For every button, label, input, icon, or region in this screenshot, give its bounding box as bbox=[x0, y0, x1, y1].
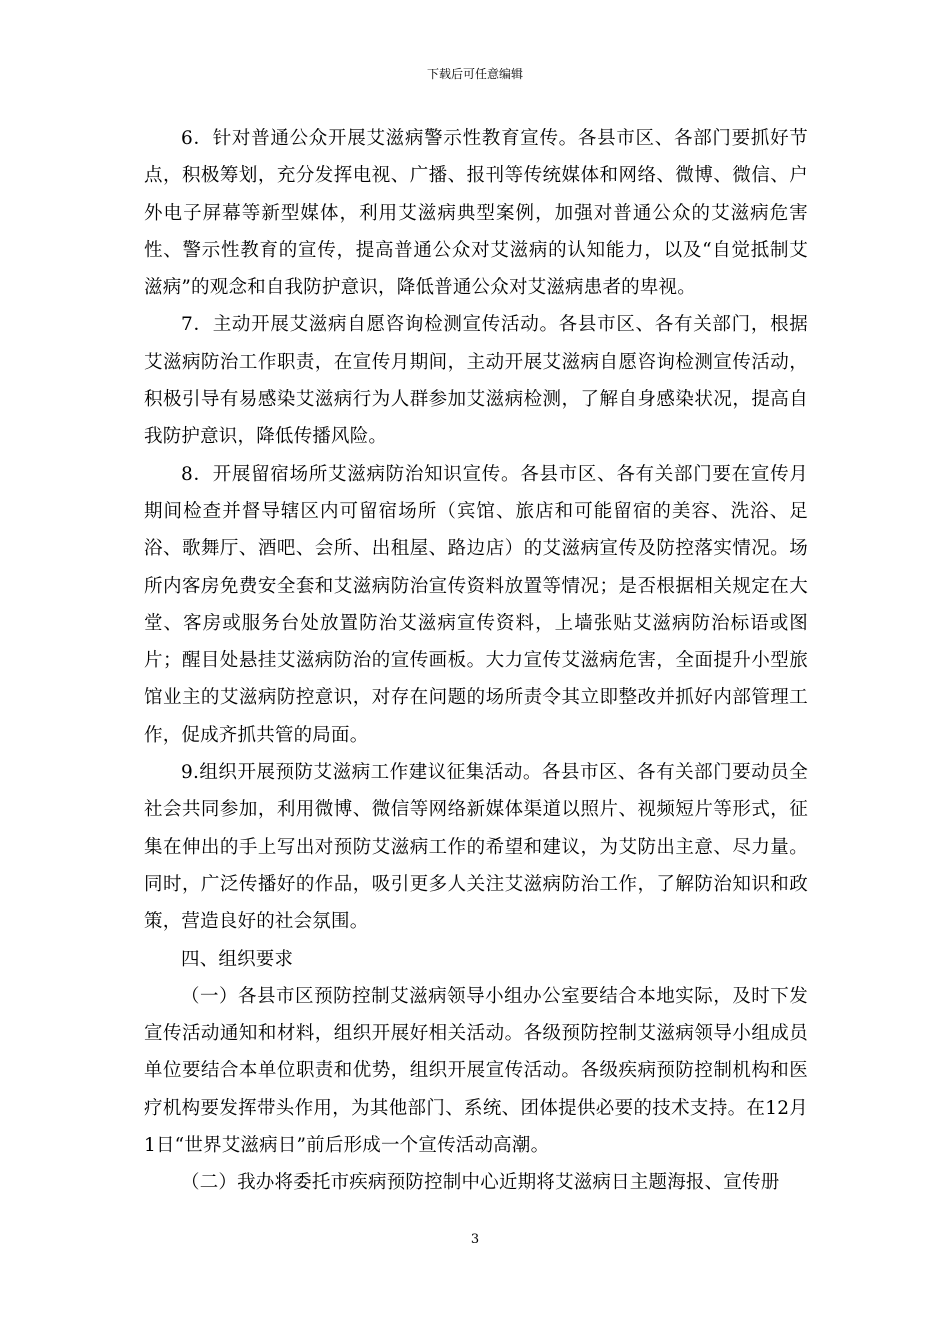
page-number: 3 bbox=[470, 1232, 480, 1247]
paragraph-requirement-2: （二）我办将委托市疾病预防控制中心近期将艾滋病日主题海报、宣传册 bbox=[181, 1172, 780, 1194]
page-header: 下载后可任意编辑 bbox=[426, 67, 523, 81]
paragraph-requirement-1: （一）各县市区预防控制艾滋病领导小组办公室要结合本地实际，及时下发宣传活动通知和材料，组织开展好相关活动。各级预防控制艾滋病领导小组成员单位要结合本单位职责和优势，组织开展宣传活动。各级疾病预防控制机构和医疗机构要发挥带头作用，为其他部门、系统、团体提供必要的技术支持。在12月1日“世界艾滋病日”前后形成一个宣传活动高潮。 bbox=[144, 985, 808, 1157]
paragraph-item-7: 7．主动开展艾滋病自愿咨询检测宣传活动。各县市区、各有关部门，根据艾滋病防治工作职责，在宣传月期间，主动开展艾滋病自愿咨询检测宣传活动，积极引导有易感染艾滋病行为人群参加艾滋病检测，了解自身感染状况，提高自我防护意识，降低传播风险。 bbox=[144, 314, 808, 448]
document-body bbox=[144, 120, 808, 1202]
section-heading-organization: 四、组织要求 bbox=[181, 948, 294, 970]
paragraph-item-9: 9.组织开展预防艾滋病工作建议征集活动。各县市区、各有关部门要动员全社会共同参加，利用微博、微信等网络新媒体渠道以照片、视频短片等形式，征集在伸出的手上写出对预防艾滋病工作的希望和建议，为艾防出主意、尽力量。同时，广泛传播好的作品，吸引更多人关注艾滋病防治工作，了解防治知识和政策，营造良好的社会氛围。 bbox=[144, 762, 808, 933]
paragraph-item-8: 8．开展留宿场所艾滋病防治知识宣传。各县市区、各有关部门要在宣传月期间检查并督导辖区内可留宿场所（宾馆、旅店和可能留宿的美容、洗浴、足浴、歌舞厅、酒吧、会所、出租屋、路边店）的艾滋病宣传及防控落实情况。场所内客房免费安全套和艾滋病防治宣传资料放置等情况；是否根据相关规定在大堂、客房或服务台处放置防治艾滋病宣传资料，上墙张贴艾滋病防治标语或图片；醒目处悬挂艾滋病防治的宣传画板。大力宣传艾滋病危害，全面提升小型旅馆业主的艾滋病防控意识，对存在问题的场所责令其立即整改并抓好内部管理工作，促成齐抓共管的局面。 bbox=[144, 463, 808, 746]
paragraph-item-6: 6．针对普通公众开展艾滋病警示性教育宣传。各县市区、各部门要抓好节点，积极筹划，充分发挥电视、广播、报刊等传统媒体和网络、微博、微信、户外电子屏幕等新型媒体，利用艾滋病典型案例，加强对普通公众的艾滋病危害性、警示性教育的宣传，提高普通公众对艾滋病的认知能力，以及“自觉抵制艾滋病”的观念和自我防护意识，降低普通公众对艾滋病患者的卑视。 bbox=[144, 128, 808, 299]
